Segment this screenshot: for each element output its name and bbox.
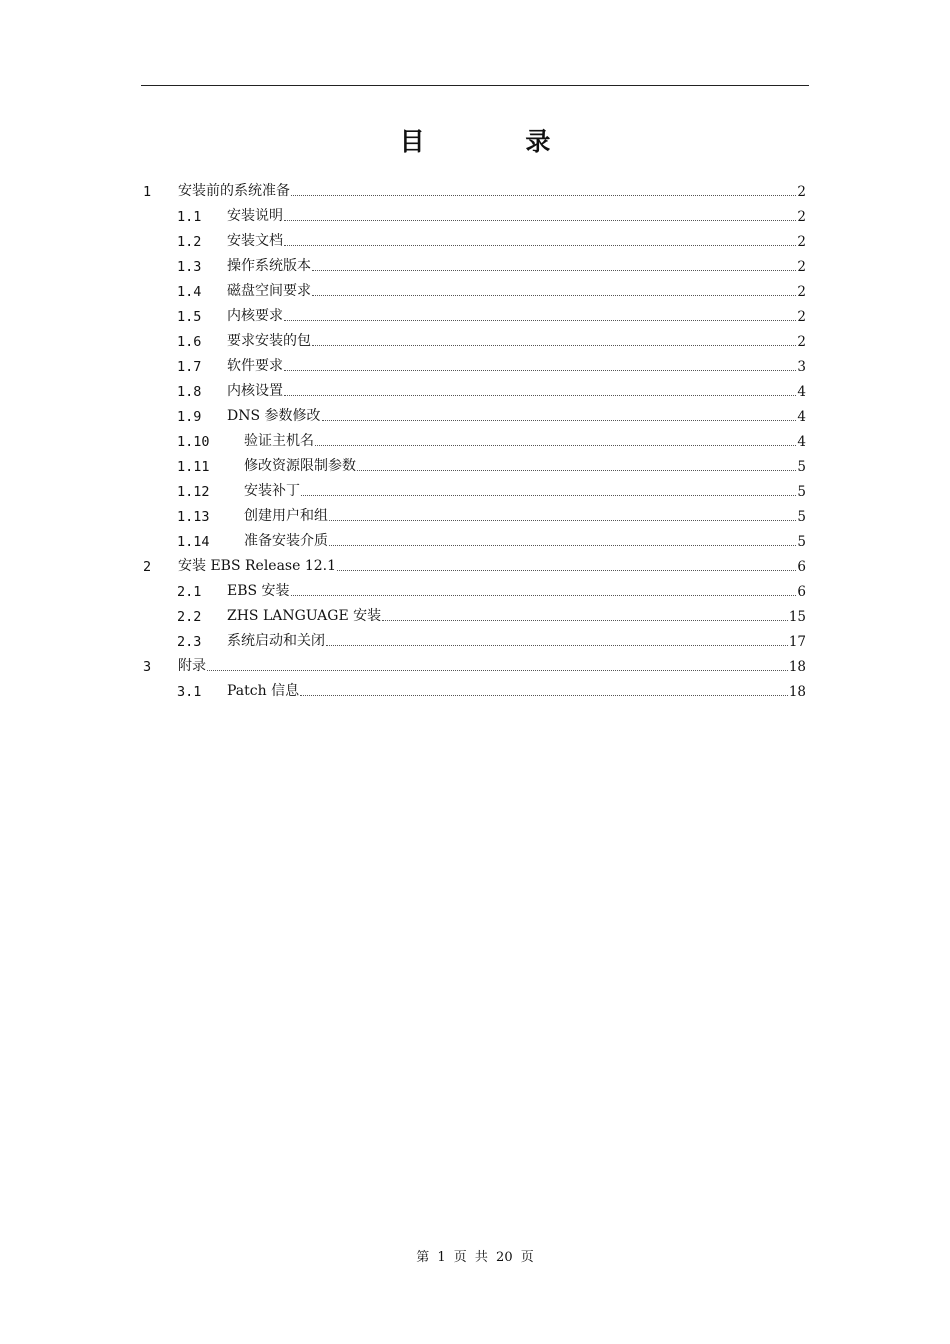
header-rule (141, 85, 809, 86)
toc-entry-text: EBS 安装 (227, 583, 290, 599)
page-footer: 第 1 页 共 20 页 (416, 1250, 534, 1265)
toc-entry[interactable] (143, 350, 806, 375)
toc-entry-page: 6 (797, 584, 806, 600)
dot-leader (357, 470, 796, 471)
dot-leader (284, 320, 796, 321)
toc-entry-number: 1.8 (177, 384, 202, 400)
toc-entry-text: Patch 信息 (227, 683, 300, 699)
toc-entry-text: 修改资源限制参数 (244, 458, 356, 474)
toc-entry-text: 要求安装的包 (227, 333, 311, 349)
toc-entry-text: 磁盘空间要求 (227, 283, 311, 299)
toc-entry-text: 操作系统版本 (227, 258, 311, 274)
toc-entry-page: 2 (797, 284, 806, 300)
toc-entry[interactable] (143, 525, 806, 550)
toc-entry-page: 18 (788, 684, 806, 700)
toc-entry[interactable] (143, 300, 806, 325)
toc-entry-text: 安装 EBS Release 12.1 (178, 558, 337, 574)
toc-entry-text: ZHS LANGUAGE 安装 (227, 608, 382, 624)
toc-entry-page: 5 (797, 509, 806, 525)
toc-entry[interactable] (143, 675, 806, 700)
toc-entry-page: 17 (788, 634, 806, 650)
toc-entry-number: 1.2 (177, 234, 202, 250)
toc-entry-number: 2 (143, 559, 152, 575)
dot-leader (284, 370, 796, 371)
toc-entry-text: 安装说明 (227, 208, 283, 224)
toc-entry-page: 2 (797, 309, 806, 325)
toc-entry[interactable] (143, 425, 806, 450)
toc-entry-text: 安装文档 (227, 233, 283, 249)
toc-entry-page: 15 (788, 609, 806, 625)
dot-leader (207, 670, 788, 671)
dot-leader (291, 195, 796, 196)
toc-entry[interactable] (143, 225, 806, 250)
dot-leader (326, 645, 788, 646)
dot-leader (329, 545, 796, 546)
toc-entry-page: 4 (797, 409, 806, 425)
dot-leader (312, 270, 796, 271)
toc-entry-number: 1.1 (177, 209, 202, 225)
toc-entry[interactable] (143, 600, 806, 625)
toc-entry-number: 3.1 (177, 684, 202, 700)
toc-entry-text: 软件要求 (227, 358, 283, 374)
toc-entry-page: 5 (797, 534, 806, 550)
toc-entry[interactable] (143, 250, 806, 275)
toc-entry-number: 1.14 (177, 534, 210, 550)
toc-entry-page: 5 (797, 459, 806, 475)
toc-entry-page: 4 (797, 434, 806, 450)
toc-entry-number: 1.13 (177, 509, 210, 525)
toc-entry-text: 创建用户和组 (244, 508, 328, 524)
toc-entry-page: 6 (797, 559, 806, 575)
dot-leader (284, 245, 796, 246)
toc-entry[interactable] (143, 325, 806, 350)
dot-leader (291, 595, 797, 596)
toc-entry[interactable] (143, 400, 806, 425)
table-of-contents (143, 175, 806, 700)
dot-leader (329, 520, 796, 521)
toc-entry[interactable] (143, 575, 806, 600)
dot-leader (300, 695, 788, 696)
toc-entry[interactable] (143, 275, 806, 300)
toc-entry-number: 1.5 (177, 309, 202, 325)
dot-leader (382, 620, 788, 621)
toc-entry[interactable] (143, 650, 806, 675)
toc-entry-text: DNS 参数修改 (227, 408, 321, 424)
toc-entry-number: 1.9 (177, 409, 202, 425)
toc-entry[interactable] (143, 550, 806, 575)
toc-entry-text: 系统启动和关闭 (227, 633, 325, 649)
toc-entry-text: 准备安装介质 (244, 533, 328, 549)
toc-entry[interactable] (143, 625, 806, 650)
dot-leader (322, 420, 797, 421)
toc-entry-number: 1.11 (177, 459, 210, 475)
dot-leader (301, 495, 796, 496)
toc-entry-number: 1.10 (177, 434, 210, 450)
toc-entry-page: 2 (797, 334, 806, 350)
dot-leader (284, 395, 796, 396)
toc-entry-page: 2 (797, 184, 806, 200)
toc-entry[interactable] (143, 200, 806, 225)
toc-entry[interactable] (143, 375, 806, 400)
toc-entry-number: 1.7 (177, 359, 202, 375)
toc-entry-text: 内核设置 (227, 383, 283, 399)
toc-entry-page: 18 (788, 659, 806, 675)
toc-entry-text: 内核要求 (227, 308, 283, 324)
toc-entry-text: 验证主机名 (244, 433, 314, 449)
toc-entry-page: 3 (797, 359, 806, 375)
dot-leader (315, 445, 796, 446)
toc-entry-number: 1.12 (177, 484, 210, 500)
toc-title: 目 录 (399, 127, 597, 156)
toc-entry-number: 2.3 (177, 634, 202, 650)
toc-entry[interactable] (143, 475, 806, 500)
toc-entry-number: 1.6 (177, 334, 202, 350)
toc-entry-number: 1.4 (177, 284, 202, 300)
toc-entry-text: 安装前的系统准备 (178, 183, 290, 199)
toc-entry[interactable] (143, 500, 806, 525)
toc-entry[interactable] (143, 450, 806, 475)
toc-entry-number: 3 (143, 659, 152, 675)
toc-entry-text: 附录 (178, 658, 206, 674)
toc-entry-text: 安装补丁 (244, 483, 300, 499)
toc-entry-number: 1 (143, 184, 152, 200)
dot-leader (337, 570, 796, 571)
dot-leader (284, 220, 796, 221)
toc-entry-page: 2 (797, 209, 806, 225)
toc-entry-number: 2.1 (177, 584, 202, 600)
toc-entry-number: 1.3 (177, 259, 202, 275)
toc-entry-number: 2.2 (177, 609, 202, 625)
dot-leader (312, 345, 796, 346)
toc-entry-page: 5 (797, 484, 806, 500)
toc-entry-page: 4 (797, 384, 806, 400)
toc-entry[interactable] (143, 175, 806, 200)
dot-leader (312, 295, 796, 296)
toc-entry-page: 2 (797, 259, 806, 275)
toc-entry-page: 2 (797, 234, 806, 250)
